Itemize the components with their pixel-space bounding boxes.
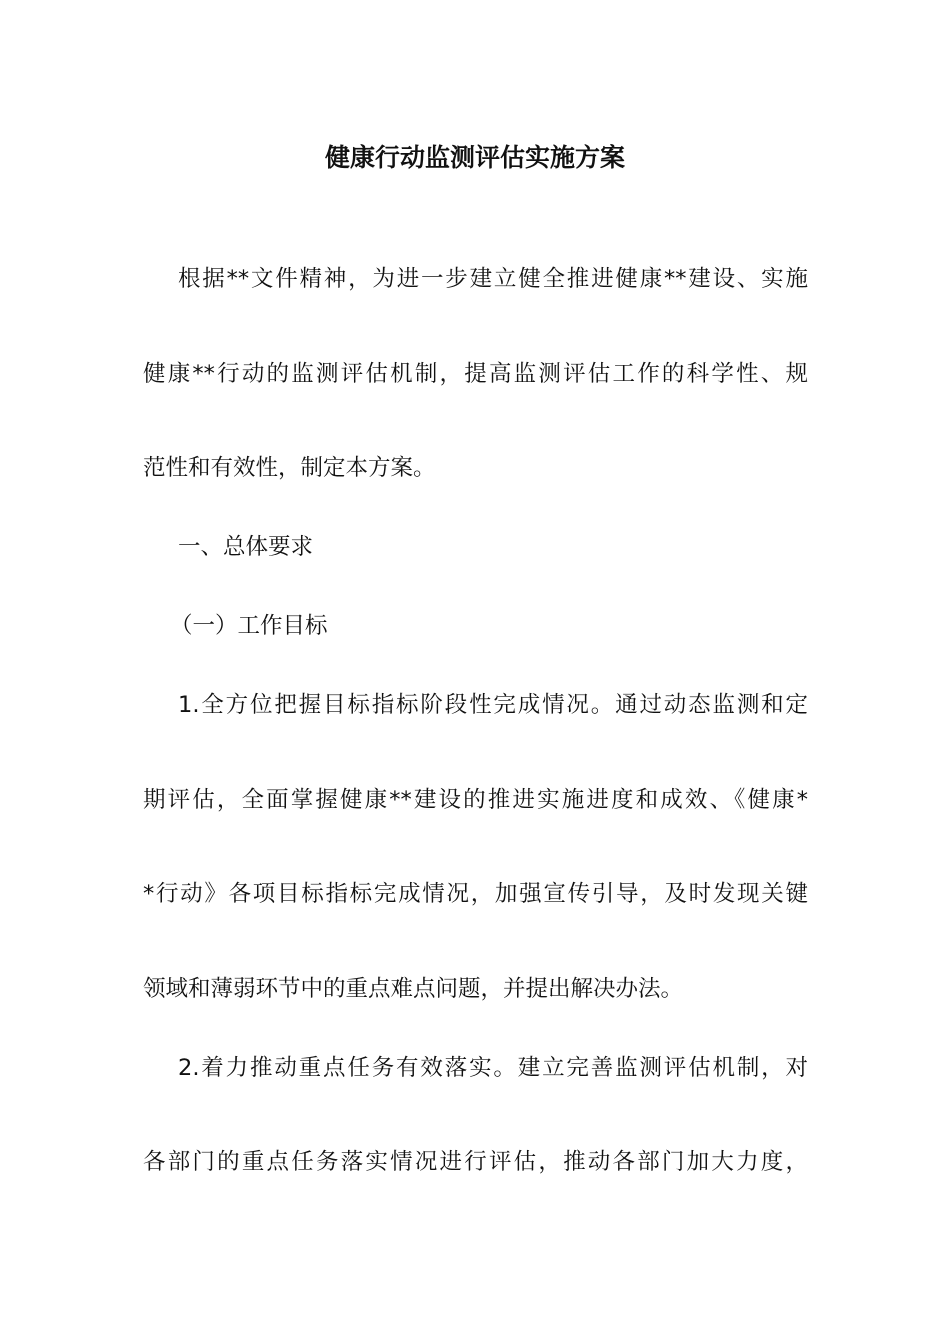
section-heading: 一、总体要求	[178, 534, 314, 560]
paragraph-line: 健康**行动的监测评估机制，提高监测评估工作的科学性、规	[143, 361, 808, 387]
document-title: 健康行动监测评估实施方案	[324, 143, 625, 172]
paragraph-line: 领域和薄弱环节中的重点难点问题，并提出解决办法。	[143, 976, 684, 1002]
paragraph-line: 期评估，全面掌握健康**建设的推进实施进度和成效、《健康*	[143, 787, 808, 813]
paragraph-line: 1.全方位把握目标指标阶段性完成情况。通过动态监测和定	[178, 692, 808, 718]
paragraph-line: 2.着力推动重点任务有效落实。建立完善监测评估机制，对	[178, 1055, 808, 1081]
subsection-heading: （一）工作目标	[170, 613, 328, 639]
paragraph-line: *行动》各项目标指标完成情况，加强宣传引导，及时发现关键	[143, 881, 808, 907]
paragraph-line: 根据**文件精神，为进一步建立健全推进健康**建设、实施	[178, 266, 808, 292]
paragraph-line: 范性和有效性，制定本方案。	[143, 455, 436, 481]
paragraph-line: 各部门的重点任务落实情况进行评估，推动各部门加大力度，	[143, 1149, 808, 1175]
